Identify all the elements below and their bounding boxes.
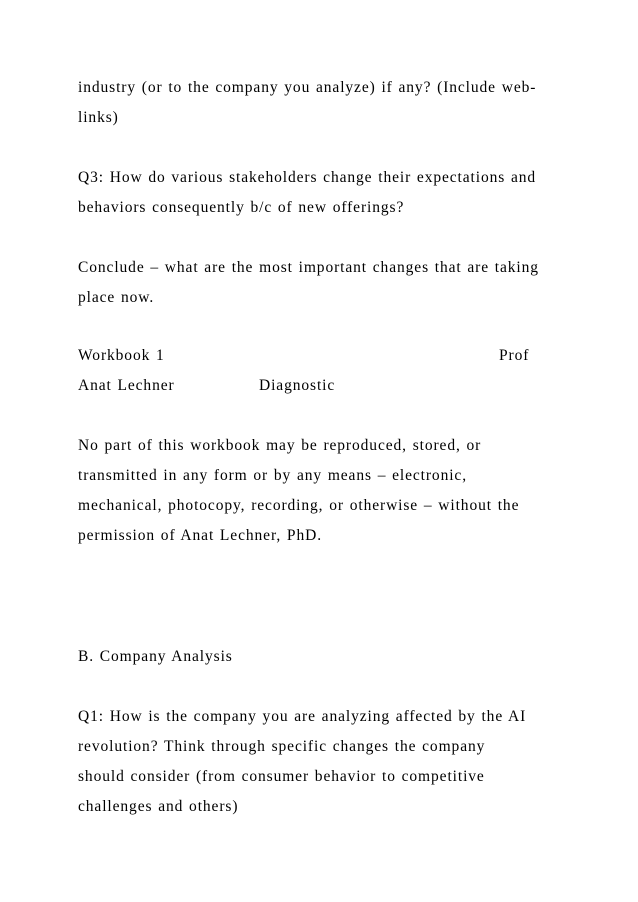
question-q1-line: should consider (from consumer behavior to competitive xyxy=(78,768,485,785)
footer-section: Diagnostic xyxy=(259,377,336,394)
copyright-line: permission of Anat Lechner, PhD. xyxy=(78,527,322,544)
copyright-line: transmitted in any form or by any means – electronic, xyxy=(78,467,467,484)
question-q1-line: revolution? Think through specific changes the company xyxy=(78,738,486,755)
question-q3-line: behaviors consequently b/c of new offerings? xyxy=(78,199,405,216)
section-heading: B. Company Analysis xyxy=(78,648,233,665)
question-q1-line: challenges and others) xyxy=(78,798,239,815)
conclude-line: Conclude – what are the most important changes that are taking xyxy=(78,259,539,276)
footer-author: Anat Lechner xyxy=(78,377,175,394)
paragraph-line: industry (or to the company you analyze) if any? (Include web- xyxy=(78,79,537,96)
question-q1-line: Q1: How is the company you are analyzing affected by the AI xyxy=(78,708,527,725)
footer-prof: Prof xyxy=(499,347,530,364)
paragraph-line: links) xyxy=(78,109,119,126)
footer-workbook: Workbook 1 xyxy=(78,347,165,364)
question-q3-line: Q3: How do various stakeholders change their expectations and xyxy=(78,169,537,186)
copyright-line: No part of this workbook may be reproduced, stored, or xyxy=(78,437,482,454)
conclude-line: place now. xyxy=(78,289,155,306)
copyright-line: mechanical, photocopy, recording, or otherwise – without the xyxy=(78,497,520,514)
